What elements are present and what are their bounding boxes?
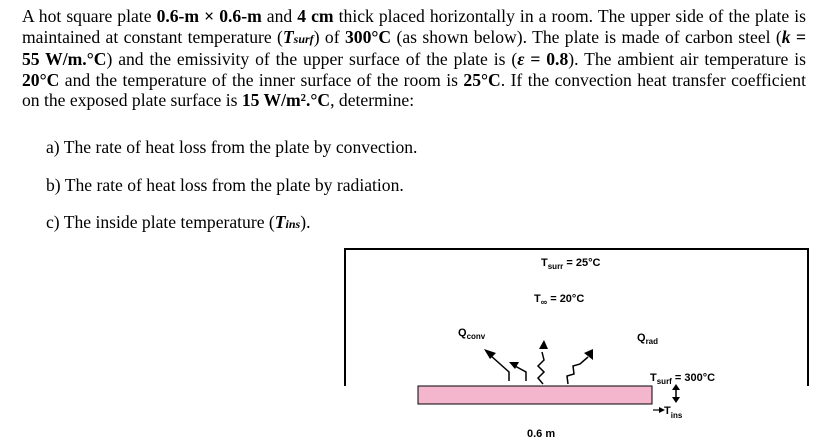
qrad-label: $Q_{rad}$ [637,332,659,346]
steel-plate [418,386,652,404]
thickness-arrow [672,384,680,403]
plate-width-label: 0.6 m [527,428,556,440]
tins-label: $T_{ins}$ [664,405,683,420]
radiation-arrows [538,340,593,384]
tsurf-label: $T_{surf} = 300^\circ C$ [650,372,716,386]
qconv-label: $Q_{conv}$ [458,327,486,341]
tsurr-label: $T_{surr} = 25^\circ C$ [541,257,601,271]
radiation-arrow-mid [538,352,544,384]
convection-arrows [484,349,526,381]
radiation-arrow-right [567,357,588,384]
question-a: a) The rate of heat loss from the plate by convection. [46,137,418,157]
question-b: b) The rate of heat loss from the plate by radiation. [46,175,404,195]
convection-arrow-left [490,355,509,381]
convection-arrow-mid [515,366,526,381]
problem-statement: A hot square plate 0.6-m × 0.6-m and 4 cm thick placed horizontally in a room. The upper side of the plate is maintained at constant temperature (Tsurf) of 300°C (as shown below). The plate is made of carbon steel (k = 55 W/m.°C) and the emissivity of the upper surface of the plate is (ε = 0.8). The ambient air temperature is 20°C and the temperature of the inner surface of the room is 25°C. If the convection heat transfer coefficient on the exposed plate surface is 15 W/m².°C, determine: [22,6,807,111]
tinf-label: $T_\infty = 20^\circ C$ [534,293,585,307]
question-c: c) The inside plate temperature (Tins). [46,212,311,232]
